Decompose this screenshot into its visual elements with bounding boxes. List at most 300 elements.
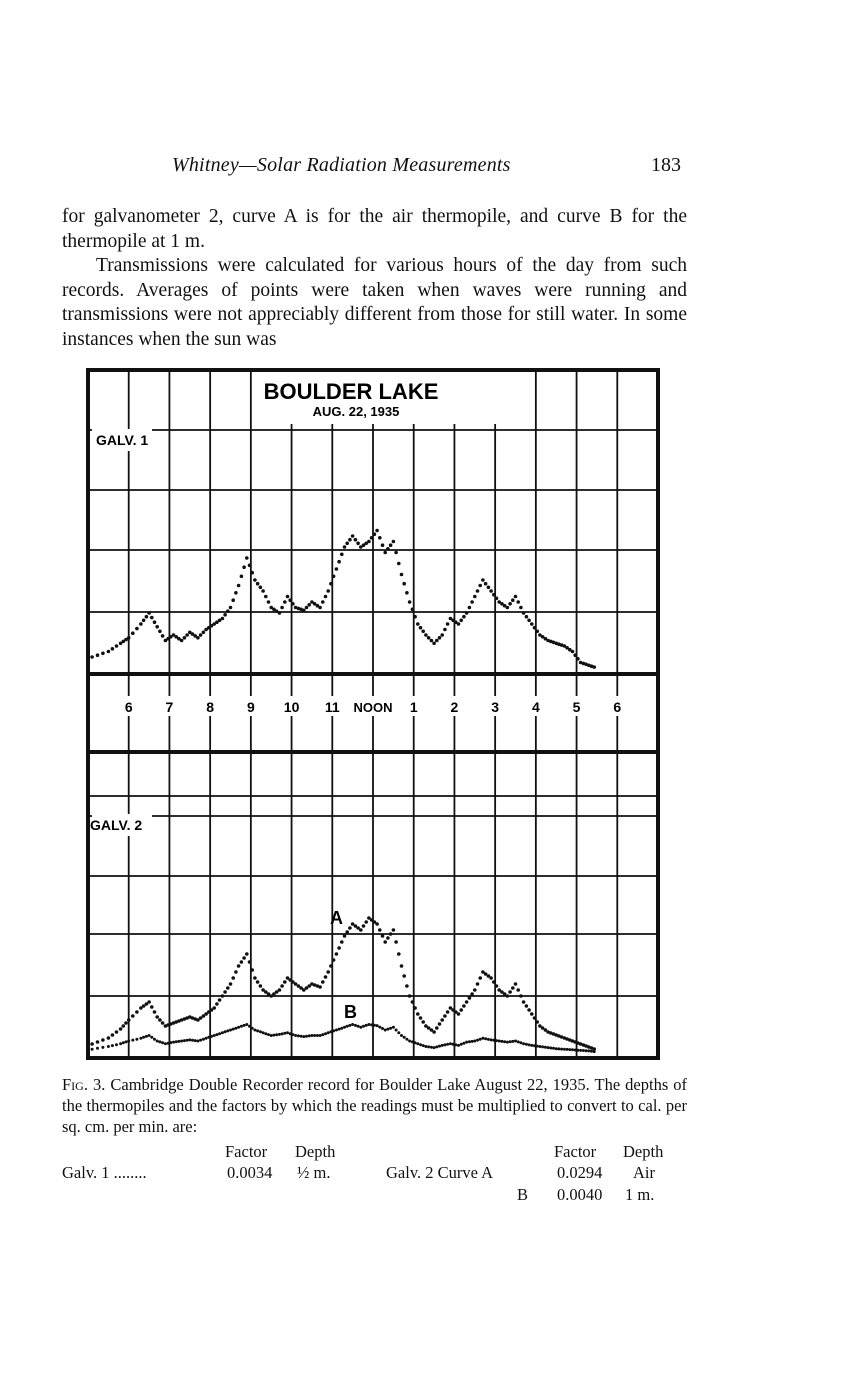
galv-1-data-point [473,595,477,599]
curve-b-data-point [196,1040,199,1043]
curve-b-data-point [286,1031,289,1034]
curve-b-data-point [549,1047,552,1050]
curve-b-data-point [107,1045,110,1048]
curve-b-data-point [267,1033,270,1036]
galv-1-data-point [291,602,295,606]
curve-b-data-point [454,1043,457,1046]
curve-b-data-point [272,1034,275,1037]
curve-a-data-point [248,960,252,964]
curve-b-data-point [199,1039,202,1042]
curve-b-data-point [111,1044,114,1047]
curve-b-data-point [150,1036,153,1039]
curve-a-data-point [473,988,477,992]
curve-a-data-point [345,930,349,934]
page-number: 183 [651,154,681,176]
curve-b-data-point [324,1032,327,1035]
curve-b-data-point [218,1032,221,1035]
curve-b-data-point [514,1040,517,1043]
curve-b-data-point [460,1043,463,1046]
curve-b-data-point [210,1035,213,1038]
curve-a-data-point [256,980,260,984]
chart-title: BOULDER LAKE [263,379,439,404]
galv-1-data-point [345,542,349,546]
curve-a-data-point [135,1010,139,1014]
galv-1-data-point [443,628,447,632]
galv-2-b-factor: 0.0040 [557,1185,603,1204]
galv-1-data-point [435,639,439,643]
galv-1-data-point [506,606,510,610]
galv-1-data-point [153,620,157,624]
curve-b-data-point [270,1034,273,1037]
curve-b-data-point [471,1040,474,1043]
galv-1-data-point [280,606,284,610]
body-paragraph-1 [62,205,687,254]
curve-a-data-point [131,1014,135,1018]
curve-a-data-point [218,998,222,1002]
galv-1-data-point [286,595,290,599]
curve-b-data-point [503,1040,506,1043]
curve-b-data-point [338,1028,341,1031]
col-factor-header-2: Factor [554,1142,597,1161]
galv-1-data-point [96,653,100,657]
curve-b-row-label: B [517,1185,529,1204]
curve-b-data-point [351,1023,354,1026]
curve-a-data-point [226,986,230,990]
galv-1-data-point [459,619,463,623]
galv-1-data-point [476,589,480,593]
curve-b-data-point [96,1047,99,1050]
body-paragraph-2 [62,254,687,352]
galv-1-data-point [465,611,469,615]
galv-1-data-point [411,608,415,612]
galv-1-data-point [383,551,387,555]
curve-a-data-point [392,928,396,932]
curve-a-data-point [381,934,385,938]
hour-tick-label: 5 [572,699,581,715]
curve-b-data-point [310,1034,313,1037]
curve-b-data-point [153,1038,156,1041]
curve-a-data-point [495,984,499,988]
galv-1-data-point [408,600,412,604]
galv-1-data-point [397,562,401,566]
curve-a-data-point [362,924,366,928]
galv-1-data-point [305,606,309,610]
galv-1-data-point [351,534,355,538]
curve-b-data-point [127,1040,130,1043]
curve-b-data-point [476,1039,479,1042]
curve-a-data-point [533,1016,537,1020]
galv-1-data-point [185,633,189,637]
galv-1-data-point [307,603,311,607]
curve-b-data-point [547,1046,550,1049]
galv-1-data-point [367,540,371,544]
galv-1-data-point [259,586,263,590]
curve-b-data-point [234,1027,237,1030]
curve-b-data-point [367,1023,370,1026]
curve-a-data-point [161,1021,165,1025]
curve-b-data-point [229,1029,232,1032]
curve-a-data-point [229,982,233,986]
curve-a-data-point [489,976,493,980]
curve-b-data-point [435,1045,438,1048]
curve-a-data-point [223,990,227,994]
curve-a-data-point [359,928,363,932]
curve-a-data-point [90,1042,94,1046]
curve-a-data-point [465,1000,469,1004]
curve-b-data-point [495,1039,498,1042]
curve-b-data-point [481,1037,484,1040]
curve-a-data-point [405,984,409,988]
curve-a-data-point [101,1038,105,1042]
curve-b-data-point [281,1032,284,1035]
curve-a-data-point [446,1010,450,1014]
galv-1-data-point [392,540,396,544]
curve-b-data-point [329,1030,332,1033]
curve-b-data-point [332,1029,335,1032]
galv-1-data-point [127,636,131,640]
curve-a-data-point [506,994,510,998]
curve-b-data-point [389,1027,392,1030]
galv-1-data-point [337,560,341,564]
galv-1-data-point [462,615,466,619]
curve-a-data-point [212,1006,216,1010]
curve-a-data-point [332,958,336,962]
galv-1-data-point [111,647,115,651]
galv-1-data-point [101,652,105,656]
curve-a-data-point [240,960,244,964]
curve-a-data-point [234,970,238,974]
curve-b-data-point [443,1043,446,1046]
curve-b-data-point [224,1030,227,1033]
galv-1-data-point [576,657,580,661]
hour-tick-label: 6 [124,699,133,715]
curve-b-data-point [164,1042,167,1045]
curve-b-data-point [139,1037,142,1040]
curve-a-data-point [150,1005,154,1009]
curve-a-data-point [411,1000,415,1004]
galv-1-data-point [115,644,119,648]
curve-a-data-point [419,1016,423,1020]
curve-b-data-point [506,1041,509,1044]
galv-1-data-point [324,595,328,599]
curve-a-data-point [250,968,254,972]
curve-b-data-point [365,1024,368,1027]
galv-1-data-point [438,636,442,640]
curve-b-data-point [538,1045,541,1048]
curve-a-data-point [278,988,282,992]
galv-1-data-point [348,538,352,542]
curve-b-data-point [161,1041,164,1044]
galv-1-data-point [478,584,482,588]
curve-b-data-point [462,1042,465,1045]
curve-a-data-point [478,976,482,980]
curve-b-data-point [408,1040,411,1043]
curve-a-data-point [318,985,322,989]
curve-b-data-point [194,1039,197,1042]
galv-1-data-point [468,606,472,610]
curve-b-data-point [376,1024,379,1027]
curve-b-data-point [135,1038,138,1041]
galv-1-data-point [389,543,393,547]
curve-b-data-point [186,1039,189,1042]
galv-1-data-point [147,611,151,615]
galv-1-data-point [318,606,322,610]
curve-a-data-point [337,946,341,950]
galv-1-data-point [267,600,271,604]
curve-b-data-point [221,1031,224,1034]
galv-1-data-point [283,600,287,604]
galv-1-data-point [419,626,423,630]
curve-a-data-point [408,994,412,998]
curve-a-data-point [283,980,287,984]
paragraph-text: Transmissions were calculated for various hours of the day from such records. Averages of points were taken when waves were running and transmissions were not appreciably different from those for still water. In some instances when the sun was [62,255,687,350]
galv-1-data-point [256,582,260,586]
galv-1-data-point [592,665,596,669]
curve-b-data-point [419,1043,422,1046]
curve-b-data-point [180,1040,183,1043]
curve-b-data-point [593,1050,596,1053]
galv-1-data-point [242,565,246,569]
curve-b-data-point [405,1038,408,1041]
curve-b-data-point [530,1044,533,1047]
galv-1-data-point [158,630,162,634]
curve-b-data-point [215,1033,218,1036]
curve-b-data-point [373,1024,376,1027]
galv-1-data-point [183,636,187,640]
curve-a-data-point [432,1030,436,1034]
curve-b-data-point [384,1029,387,1032]
curve-a-data-point [124,1021,128,1025]
curve-b-data-point [207,1036,210,1039]
curve-b-data-point [517,1040,520,1043]
curve-a-data-point [158,1018,162,1022]
galv-1-data-point [440,633,444,637]
galv-1-data-point [413,615,417,619]
curve-a-data-point [122,1024,126,1028]
curve-b-data-point [226,1029,229,1032]
galv-1-label: Galv. 1 ........ [62,1163,147,1182]
hour-tick-label: NOON [353,700,393,715]
curve-b-data-point [403,1036,406,1039]
col-factor-header: Factor [225,1142,268,1161]
curve-b-data-point [568,1048,571,1051]
curve-a-data-point [508,990,512,994]
curve-b-data-point [256,1029,259,1032]
galv-1-data-point [226,609,230,613]
curve-b-data-point [243,1024,246,1027]
curve-b-label: B [344,1002,357,1022]
curve-b-data-point [511,1040,514,1043]
curve-b-data-point [248,1025,251,1028]
curve-b-data-point [468,1040,471,1043]
curve-b-data-point [566,1048,569,1051]
curve-a-data-point [516,988,520,992]
curve-a-data-point [96,1040,100,1044]
curve-a-data-point [440,1018,444,1022]
galv-1-data-point [522,611,526,615]
curve-a-data-point [119,1027,123,1031]
curve-b-data-point [240,1025,243,1028]
galv-1-data-point [421,630,425,634]
curve-b-data-point [148,1034,151,1037]
curve-b-data-point [359,1026,362,1029]
galv-1-data-point [394,551,398,555]
curve-b-data-point [576,1049,579,1052]
curve-a-data-point [321,980,325,984]
curve-b-data-point [205,1037,208,1040]
curve-a-data-point [242,956,246,960]
curve-a-data-point [421,1020,425,1024]
galv-1-data-point [240,575,244,579]
curve-b-data-point [587,1049,590,1052]
galv-1-data-point [237,584,241,588]
curve-b-data-point [125,1040,128,1043]
galv-1-data-point [427,636,431,640]
galv-1-depth: ½ m. [297,1163,331,1182]
curve-b-data-point [582,1049,585,1052]
galv-1-data-point [131,631,135,635]
galv-1-data-point [245,556,249,560]
curve-b-data-point [555,1047,558,1050]
curve-a-data-point [394,940,398,944]
curve-b-data-point [400,1034,403,1037]
curve-b-data-point [91,1048,94,1051]
galv-1-data-point [221,617,225,621]
curve-b-data-point [522,1042,525,1045]
curve-b-data-point [563,1048,566,1051]
curve-b-data-point [237,1026,240,1029]
curve-a-data-point [115,1030,119,1034]
galv-1-data-point [571,650,575,654]
galv-1-data-point [432,642,436,646]
curve-b-data-point [449,1042,452,1045]
galv-1-data-point [326,589,330,593]
galv-2-label: Galv. 2 Curve A [386,1163,494,1182]
galv-1-data-point [489,589,493,593]
curve-b-data-point [427,1045,430,1048]
hour-tick-label: 1 [409,699,418,715]
curve-b-data-point [319,1034,322,1037]
curve-a-data-point [107,1036,111,1040]
galv-1-data-point [481,578,485,582]
curve-b-data-point [213,1034,216,1037]
curve-b-data-point [509,1040,512,1043]
curve-b-data-point [416,1042,419,1045]
curve-a-data-point [231,976,235,980]
curve-b-data-point [131,1039,134,1042]
galv-1-data-point [527,619,531,623]
curve-a-data-point [459,1008,463,1012]
curve-b-data-point [590,1050,593,1053]
curve-b-data-point [297,1034,300,1037]
curve-a-data-point [514,982,518,986]
curve-a-data-point [389,932,393,936]
galv-1-data-point [573,653,577,657]
curve-b-data-point [294,1034,297,1037]
curve-b-data-point [289,1032,292,1035]
curve-a-data-point [416,1012,420,1016]
curve-b-data-point [145,1035,148,1038]
curve-a-data-point [476,982,480,986]
curve-b-data-point [424,1045,427,1048]
curve-a-data-point [253,976,257,980]
curve-b-data-point [313,1034,316,1037]
curve-b-data-point [397,1031,400,1034]
galv-1-data-point [343,545,347,549]
curve-a-data-point [375,922,379,926]
curve-a-data-point [492,980,496,984]
hour-tick-label: 7 [165,699,174,715]
curve-a-data-point [153,1010,157,1014]
galv-1-data-point [530,622,534,626]
galv-1-data-point [525,615,529,619]
curve-b-data-point [441,1044,444,1047]
galv-2-b-depth: 1 m. [625,1185,655,1204]
curve-b-data-point [519,1041,522,1044]
panel-1-label: GALV. 1 [96,432,149,448]
curve-b-data-point [321,1033,324,1036]
curve-a-data-point [402,974,406,978]
curve-a-data-point [438,1022,442,1026]
curve-b-data-point [316,1034,319,1037]
galv-2-a-depth: Air [633,1163,655,1182]
curve-b-data-point [262,1031,265,1034]
curve-a-data-point [383,940,387,944]
curve-b-data-point [536,1045,539,1048]
curve-a-data-point [522,1000,526,1004]
curve-a-data-point [470,992,474,996]
curve-b-data-point [188,1038,191,1041]
curve-b-data-point [202,1038,205,1041]
curve-b-data-point [452,1043,455,1046]
curve-a-data-point [329,964,333,968]
curve-a-data-point [530,1012,534,1016]
figure-label: Fig. 3. [62,1075,106,1094]
curve-a-data-point [326,970,330,974]
curve-a-data-point [511,986,515,990]
curve-b-data-point [422,1044,425,1047]
curve-b-data-point [156,1040,159,1043]
col-depth-header: Depth [295,1142,336,1161]
galv-1-data-point [378,536,382,540]
curve-a-data-point [413,1006,417,1010]
curve-b-data-point [533,1044,536,1047]
galv-1-data-point [135,627,139,631]
curve-b-data-point [232,1028,235,1031]
figure-caption [62,1074,687,1137]
galv-1-data-point [508,602,512,606]
galv-1-data-point [519,606,523,610]
galv-1-data-point [430,639,434,643]
galv-1-data-point [375,529,379,533]
galv-1-data-point [492,593,496,597]
curve-a-data-point [468,996,472,1000]
galv-1-data-point [234,591,238,595]
curve-a-data-point [245,952,249,956]
curve-b-data-point [251,1027,254,1030]
curve-b-data-point [343,1026,346,1029]
curve-a-data-point [348,926,352,930]
curve-a-data-point [335,952,339,956]
curve-b-data-point [381,1027,384,1030]
hour-tick-label: 10 [283,699,300,715]
galv-1-data-point [402,582,406,586]
curve-b-data-point [473,1040,476,1043]
curve-b-data-point [528,1043,531,1046]
galv-1-data-point [405,591,409,595]
galv-1-data-point [533,626,537,630]
hour-tick-label: 4 [531,699,540,715]
